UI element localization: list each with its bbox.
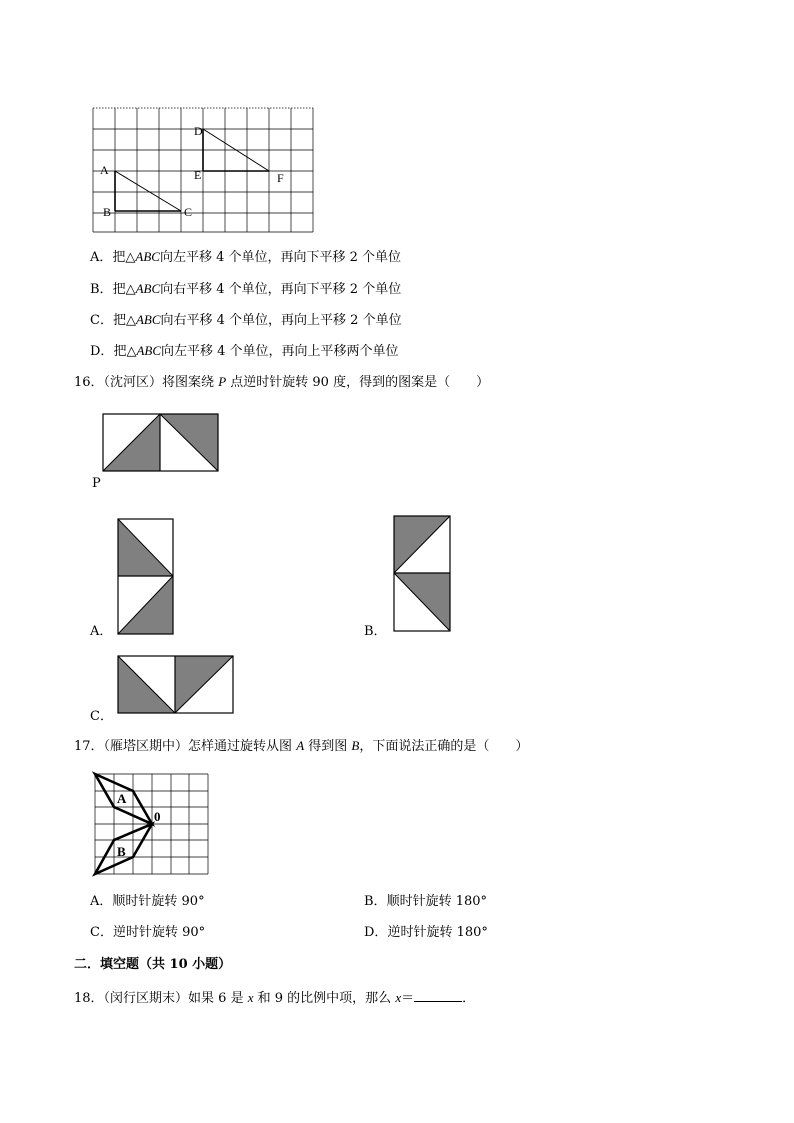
q17-label-a: A xyxy=(117,791,127,806)
q16-option-c-label[interactable]: C． xyxy=(90,709,113,724)
label-a: A xyxy=(100,163,109,177)
q16-option-b-figure[interactable] xyxy=(393,515,452,633)
q17-label-b: B xyxy=(117,844,126,859)
q17-option-b[interactable]: B．顺时针旋转 180° xyxy=(364,894,488,909)
label-c: C xyxy=(184,205,193,219)
q16-question: 16．（沈河区）将图案绕 P 点逆时针旋转 90 度，得到的图案是（ ） xyxy=(74,374,490,390)
q18-question: 18．（闵行区期末）如果 6 是 x 和 9 的比例中项，那么 x＝ ． xyxy=(74,990,476,1006)
q17-question: 17．（雁塔区期中）怎样通过旋转从图 A 得到图 B，下面说法正确的是（ ） xyxy=(74,738,529,754)
q16-original-figure xyxy=(102,413,220,475)
q15-option-d[interactable]: D．把△ABC向左平移 4 个单位，再向上平移两个单位 xyxy=(90,343,399,359)
q16-option-a-figure[interactable] xyxy=(117,518,175,636)
label-d: D xyxy=(194,124,203,138)
q16-option-a-label[interactable]: A． xyxy=(90,624,113,639)
triangle-abc xyxy=(115,171,181,211)
q17-rotation-grid-figure xyxy=(92,770,212,878)
label-e: E xyxy=(194,168,202,182)
q18-answer-blank[interactable] xyxy=(414,989,462,1002)
q16-option-b-label[interactable]: B． xyxy=(364,624,387,639)
q17-label-o: 0 xyxy=(154,809,161,824)
q17-option-c[interactable]: C．逆时针旋转 90° xyxy=(90,925,206,940)
q15-option-c[interactable]: C．把△ABC向右平移 4 个单位，再向上平移 2 个单位 xyxy=(90,312,402,328)
q15-translation-grid-figure xyxy=(88,104,320,236)
q15-option-b[interactable]: B．把△ABC向右平移 4 个单位，再向下平移 2 个单位 xyxy=(90,281,402,297)
label-f: F xyxy=(277,171,284,185)
q16-option-c-figure[interactable] xyxy=(117,655,235,717)
q15-option-a[interactable]: A．把△ABC向左平移 4 个单位，再向下平移 2 个单位 xyxy=(90,249,402,265)
section-title-fill-in: 二．填空题（共 10 小题） xyxy=(74,957,232,972)
q17-option-a[interactable]: A．顺时针旋转 90° xyxy=(90,894,205,909)
q17-option-d[interactable]: D．逆时针旋转 180° xyxy=(364,925,488,940)
label-b: B xyxy=(103,205,112,219)
q16-point-p-label: P xyxy=(92,476,101,491)
